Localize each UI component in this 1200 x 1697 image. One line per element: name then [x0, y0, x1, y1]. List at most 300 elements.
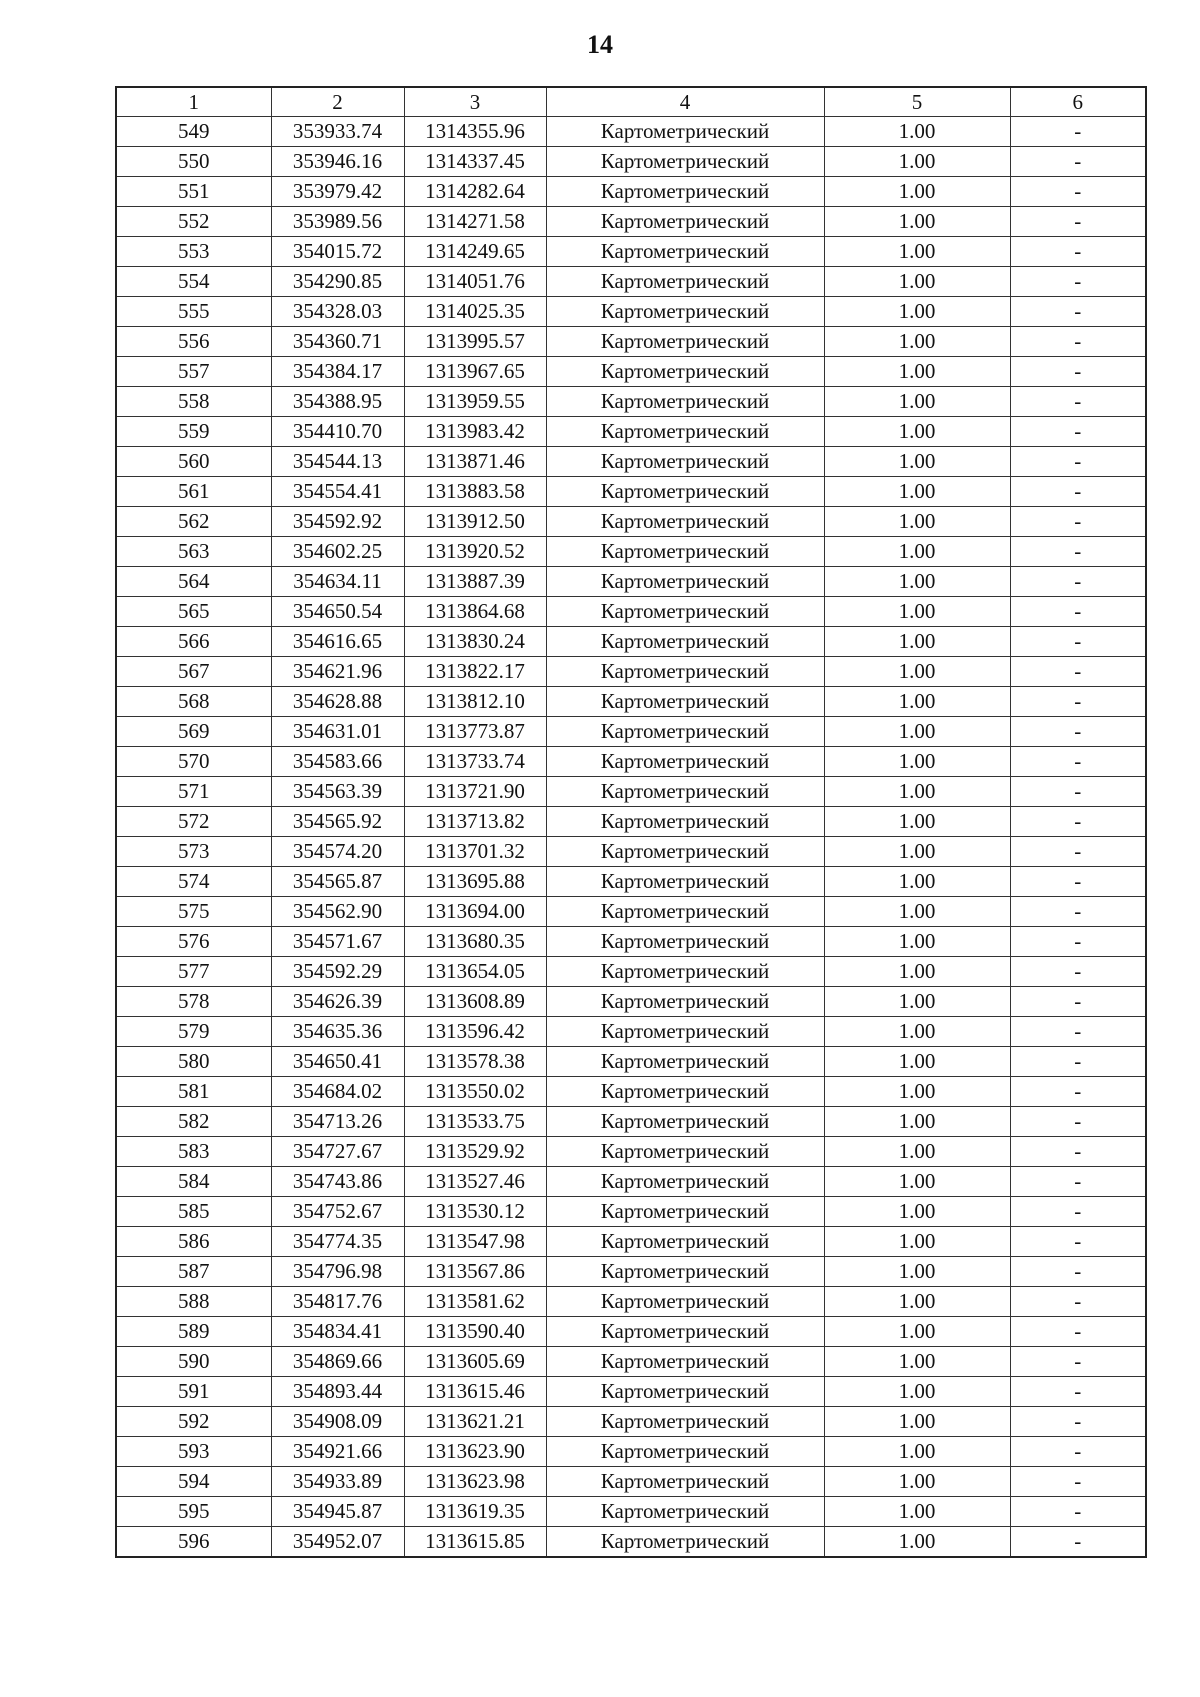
description-cell: - [1010, 897, 1146, 927]
method-cell: Картометрический [546, 387, 824, 417]
coordinates-table [115, 86, 1147, 1558]
method-cell: Картометрический [546, 147, 824, 177]
x-coordinate-cell: 354328.03 [271, 297, 404, 327]
y-coordinate-cell: 1313529.92 [404, 1137, 546, 1167]
description-cell: - [1010, 567, 1146, 597]
point-number-cell: 595 [116, 1497, 271, 1527]
description-cell: - [1010, 1197, 1146, 1227]
y-coordinate-cell: 1313967.65 [404, 357, 546, 387]
table-row [116, 657, 1146, 687]
method-cell: Картометрический [546, 1137, 824, 1167]
table-row [116, 117, 1146, 147]
table-row [116, 987, 1146, 1017]
method-cell: Картометрический [546, 1407, 824, 1437]
table-row [116, 1197, 1146, 1227]
method-cell: Картометрический [546, 1047, 824, 1077]
description-cell: - [1010, 1257, 1146, 1287]
point-number-cell: 559 [116, 417, 271, 447]
table-row [116, 177, 1146, 207]
description-cell: - [1010, 237, 1146, 267]
description-cell: - [1010, 1377, 1146, 1407]
method-cell: Картометрический [546, 177, 824, 207]
description-cell: - [1010, 627, 1146, 657]
point-number-cell: 566 [116, 627, 271, 657]
accuracy-cell: 1.00 [824, 1047, 1010, 1077]
table-row [116, 1257, 1146, 1287]
table-row [116, 447, 1146, 477]
method-cell: Картометрический [546, 267, 824, 297]
y-coordinate-cell: 1313530.12 [404, 1197, 546, 1227]
description-cell: - [1010, 327, 1146, 357]
x-coordinate-cell: 353989.56 [271, 207, 404, 237]
column-header: 2 [271, 87, 404, 117]
method-cell: Картометрический [546, 867, 824, 897]
x-coordinate-cell: 354908.09 [271, 1407, 404, 1437]
accuracy-cell: 1.00 [824, 1317, 1010, 1347]
description-cell: - [1010, 1017, 1146, 1047]
method-cell: Картометрический [546, 327, 824, 357]
x-coordinate-cell: 354634.11 [271, 567, 404, 597]
x-coordinate-cell: 354621.96 [271, 657, 404, 687]
x-coordinate-cell: 354650.54 [271, 597, 404, 627]
description-cell: - [1010, 1287, 1146, 1317]
point-number-cell: 589 [116, 1317, 271, 1347]
description-cell: - [1010, 657, 1146, 687]
description-cell: - [1010, 867, 1146, 897]
accuracy-cell: 1.00 [824, 1467, 1010, 1497]
accuracy-cell: 1.00 [824, 147, 1010, 177]
method-cell: Картометрический [546, 537, 824, 567]
y-coordinate-cell: 1314025.35 [404, 297, 546, 327]
table-row [116, 357, 1146, 387]
point-number-cell: 571 [116, 777, 271, 807]
y-coordinate-cell: 1313733.74 [404, 747, 546, 777]
table-body [116, 117, 1146, 1558]
table-row [116, 1377, 1146, 1407]
accuracy-cell: 1.00 [824, 267, 1010, 297]
description-cell: - [1010, 927, 1146, 957]
x-coordinate-cell: 354796.98 [271, 1257, 404, 1287]
point-number-cell: 550 [116, 147, 271, 177]
accuracy-cell: 1.00 [824, 1167, 1010, 1197]
point-number-cell: 568 [116, 687, 271, 717]
accuracy-cell: 1.00 [824, 1347, 1010, 1377]
description-cell: - [1010, 957, 1146, 987]
description-cell: - [1010, 597, 1146, 627]
method-cell: Картометрический [546, 987, 824, 1017]
method-cell: Картометрический [546, 417, 824, 447]
accuracy-cell: 1.00 [824, 717, 1010, 747]
accuracy-cell: 1.00 [824, 207, 1010, 237]
method-cell: Картометрический [546, 237, 824, 267]
y-coordinate-cell: 1313912.50 [404, 507, 546, 537]
x-coordinate-cell: 354713.26 [271, 1107, 404, 1137]
accuracy-cell: 1.00 [824, 657, 1010, 687]
table-row [116, 837, 1146, 867]
point-number-cell: 575 [116, 897, 271, 927]
description-cell: - [1010, 507, 1146, 537]
x-coordinate-cell: 354752.67 [271, 1197, 404, 1227]
accuracy-cell: 1.00 [824, 1077, 1010, 1107]
method-cell: Картометрический [546, 477, 824, 507]
accuracy-cell: 1.00 [824, 1107, 1010, 1137]
description-cell: - [1010, 117, 1146, 147]
description-cell: - [1010, 1527, 1146, 1558]
point-number-cell: 581 [116, 1077, 271, 1107]
x-coordinate-cell: 354554.41 [271, 477, 404, 507]
method-cell: Картометрический [546, 777, 824, 807]
x-coordinate-cell: 353979.42 [271, 177, 404, 207]
x-coordinate-cell: 354817.76 [271, 1287, 404, 1317]
y-coordinate-cell: 1313527.46 [404, 1167, 546, 1197]
x-coordinate-cell: 354893.44 [271, 1377, 404, 1407]
point-number-cell: 586 [116, 1227, 271, 1257]
y-coordinate-cell: 1313680.35 [404, 927, 546, 957]
accuracy-cell: 1.00 [824, 447, 1010, 477]
table-row [116, 1437, 1146, 1467]
y-coordinate-cell: 1313605.69 [404, 1347, 546, 1377]
point-number-cell: 565 [116, 597, 271, 627]
y-coordinate-cell: 1314282.64 [404, 177, 546, 207]
accuracy-cell: 1.00 [824, 1407, 1010, 1437]
y-coordinate-cell: 1313871.46 [404, 447, 546, 477]
description-cell: - [1010, 777, 1146, 807]
y-coordinate-cell: 1313596.42 [404, 1017, 546, 1047]
y-coordinate-cell: 1313533.75 [404, 1107, 546, 1137]
description-cell: - [1010, 717, 1146, 747]
y-coordinate-cell: 1314051.76 [404, 267, 546, 297]
column-header: 5 [824, 87, 1010, 117]
y-coordinate-cell: 1313695.88 [404, 867, 546, 897]
method-cell: Картометрический [546, 1017, 824, 1047]
x-coordinate-cell: 354592.92 [271, 507, 404, 537]
x-coordinate-cell: 354635.36 [271, 1017, 404, 1047]
accuracy-cell: 1.00 [824, 537, 1010, 567]
description-cell: - [1010, 807, 1146, 837]
x-coordinate-cell: 354592.29 [271, 957, 404, 987]
y-coordinate-cell: 1313883.58 [404, 477, 546, 507]
point-number-cell: 587 [116, 1257, 271, 1287]
description-cell: - [1010, 1347, 1146, 1377]
method-cell: Картометрический [546, 507, 824, 537]
accuracy-cell: 1.00 [824, 1017, 1010, 1047]
description-cell: - [1010, 1497, 1146, 1527]
x-coordinate-cell: 354869.66 [271, 1347, 404, 1377]
method-cell: Картометрический [546, 657, 824, 687]
y-coordinate-cell: 1313581.62 [404, 1287, 546, 1317]
x-coordinate-cell: 353946.16 [271, 147, 404, 177]
accuracy-cell: 1.00 [824, 867, 1010, 897]
table-row [116, 327, 1146, 357]
x-coordinate-cell: 354410.70 [271, 417, 404, 447]
y-coordinate-cell: 1313615.46 [404, 1377, 546, 1407]
table-row [116, 537, 1146, 567]
method-cell: Картометрический [546, 447, 824, 477]
table-row [116, 897, 1146, 927]
accuracy-cell: 1.00 [824, 327, 1010, 357]
description-cell: - [1010, 447, 1146, 477]
method-cell: Картометрический [546, 1077, 824, 1107]
y-coordinate-cell: 1313864.68 [404, 597, 546, 627]
accuracy-cell: 1.00 [824, 477, 1010, 507]
y-coordinate-cell: 1313623.90 [404, 1437, 546, 1467]
y-coordinate-cell: 1313619.35 [404, 1497, 546, 1527]
x-coordinate-cell: 354562.90 [271, 897, 404, 927]
table-row [116, 237, 1146, 267]
y-coordinate-cell: 1314271.58 [404, 207, 546, 237]
point-number-cell: 594 [116, 1467, 271, 1497]
point-number-cell: 561 [116, 477, 271, 507]
table-row [116, 1167, 1146, 1197]
method-cell: Картометрический [546, 1527, 824, 1558]
accuracy-cell: 1.00 [824, 747, 1010, 777]
description-cell: - [1010, 747, 1146, 777]
column-header: 3 [404, 87, 546, 117]
x-coordinate-cell: 354952.07 [271, 1527, 404, 1558]
method-cell: Картометрический [546, 357, 824, 387]
point-number-cell: 560 [116, 447, 271, 477]
accuracy-cell: 1.00 [824, 117, 1010, 147]
description-cell: - [1010, 1137, 1146, 1167]
x-coordinate-cell: 354563.39 [271, 777, 404, 807]
method-cell: Картометрический [546, 297, 824, 327]
method-cell: Картометрический [546, 627, 824, 657]
table-row [116, 1017, 1146, 1047]
accuracy-cell: 1.00 [824, 897, 1010, 927]
description-cell: - [1010, 837, 1146, 867]
method-cell: Картометрический [546, 1197, 824, 1227]
x-coordinate-cell: 354360.71 [271, 327, 404, 357]
x-coordinate-cell: 353933.74 [271, 117, 404, 147]
y-coordinate-cell: 1313623.98 [404, 1467, 546, 1497]
point-number-cell: 549 [116, 117, 271, 147]
method-cell: Картометрический [546, 807, 824, 837]
x-coordinate-cell: 354544.13 [271, 447, 404, 477]
y-coordinate-cell: 1313701.32 [404, 837, 546, 867]
table-row [116, 1107, 1146, 1137]
y-coordinate-cell: 1313773.87 [404, 717, 546, 747]
method-cell: Картометрический [546, 1497, 824, 1527]
table-row [116, 867, 1146, 897]
method-cell: Картометрический [546, 1317, 824, 1347]
accuracy-cell: 1.00 [824, 237, 1010, 267]
table-row [116, 297, 1146, 327]
x-coordinate-cell: 354290.85 [271, 267, 404, 297]
accuracy-cell: 1.00 [824, 387, 1010, 417]
x-coordinate-cell: 354571.67 [271, 927, 404, 957]
method-cell: Картометрический [546, 117, 824, 147]
x-coordinate-cell: 354774.35 [271, 1227, 404, 1257]
description-cell: - [1010, 687, 1146, 717]
description-cell: - [1010, 1407, 1146, 1437]
point-number-cell: 570 [116, 747, 271, 777]
table-row [116, 1317, 1146, 1347]
x-coordinate-cell: 354388.95 [271, 387, 404, 417]
point-number-cell: 572 [116, 807, 271, 837]
point-number-cell: 553 [116, 237, 271, 267]
table-row [116, 1137, 1146, 1167]
point-number-cell: 555 [116, 297, 271, 327]
description-cell: - [1010, 1437, 1146, 1467]
x-coordinate-cell: 354565.92 [271, 807, 404, 837]
accuracy-cell: 1.00 [824, 777, 1010, 807]
method-cell: Картометрический [546, 687, 824, 717]
x-coordinate-cell: 354727.67 [271, 1137, 404, 1167]
point-number-cell: 584 [116, 1167, 271, 1197]
table-row [116, 207, 1146, 237]
description-cell: - [1010, 1107, 1146, 1137]
x-coordinate-cell: 354616.65 [271, 627, 404, 657]
accuracy-cell: 1.00 [824, 1377, 1010, 1407]
x-coordinate-cell: 354945.87 [271, 1497, 404, 1527]
table-row [116, 1527, 1146, 1558]
table-row [116, 717, 1146, 747]
table-row [116, 597, 1146, 627]
y-coordinate-cell: 1313608.89 [404, 987, 546, 1017]
point-number-cell: 556 [116, 327, 271, 357]
method-cell: Картометрический [546, 1287, 824, 1317]
point-number-cell: 592 [116, 1407, 271, 1437]
point-number-cell: 558 [116, 387, 271, 417]
method-cell: Картометрический [546, 897, 824, 927]
y-coordinate-cell: 1314337.45 [404, 147, 546, 177]
description-cell: - [1010, 147, 1146, 177]
point-number-cell: 562 [116, 507, 271, 537]
method-cell: Картометрический [546, 747, 824, 777]
y-coordinate-cell: 1313615.85 [404, 1527, 546, 1558]
x-coordinate-cell: 354631.01 [271, 717, 404, 747]
accuracy-cell: 1.00 [824, 957, 1010, 987]
accuracy-cell: 1.00 [824, 1257, 1010, 1287]
y-coordinate-cell: 1313621.21 [404, 1407, 546, 1437]
table-row [116, 687, 1146, 717]
table-row [116, 1077, 1146, 1107]
x-coordinate-cell: 354384.17 [271, 357, 404, 387]
point-number-cell: 583 [116, 1137, 271, 1167]
accuracy-cell: 1.00 [824, 837, 1010, 867]
y-coordinate-cell: 1313550.02 [404, 1077, 546, 1107]
method-cell: Картометрический [546, 1437, 824, 1467]
column-header: 6 [1010, 87, 1146, 117]
table-row [116, 1467, 1146, 1497]
table-row [116, 927, 1146, 957]
accuracy-cell: 1.00 [824, 627, 1010, 657]
description-cell: - [1010, 1167, 1146, 1197]
y-coordinate-cell: 1313983.42 [404, 417, 546, 447]
point-number-cell: 552 [116, 207, 271, 237]
accuracy-cell: 1.00 [824, 357, 1010, 387]
point-number-cell: 554 [116, 267, 271, 297]
point-number-cell: 585 [116, 1197, 271, 1227]
accuracy-cell: 1.00 [824, 687, 1010, 717]
y-coordinate-cell: 1313995.57 [404, 327, 546, 357]
table-row [116, 267, 1146, 297]
y-coordinate-cell: 1313567.86 [404, 1257, 546, 1287]
point-number-cell: 593 [116, 1437, 271, 1467]
y-coordinate-cell: 1313590.40 [404, 1317, 546, 1347]
table-row [116, 1497, 1146, 1527]
table-row [116, 387, 1146, 417]
x-coordinate-cell: 354583.66 [271, 747, 404, 777]
description-cell: - [1010, 1077, 1146, 1107]
accuracy-cell: 1.00 [824, 417, 1010, 447]
accuracy-cell: 1.00 [824, 1287, 1010, 1317]
y-coordinate-cell: 1313713.82 [404, 807, 546, 837]
y-coordinate-cell: 1314355.96 [404, 117, 546, 147]
method-cell: Картометрический [546, 597, 824, 627]
point-number-cell: 590 [116, 1347, 271, 1377]
accuracy-cell: 1.00 [824, 927, 1010, 957]
method-cell: Картометрический [546, 567, 824, 597]
point-number-cell: 579 [116, 1017, 271, 1047]
description-cell: - [1010, 417, 1146, 447]
point-number-cell: 564 [116, 567, 271, 597]
description-cell: - [1010, 477, 1146, 507]
method-cell: Картометрический [546, 837, 824, 867]
x-coordinate-cell: 354565.87 [271, 867, 404, 897]
point-number-cell: 576 [116, 927, 271, 957]
table-row [116, 567, 1146, 597]
accuracy-cell: 1.00 [824, 1497, 1010, 1527]
x-coordinate-cell: 354602.25 [271, 537, 404, 567]
accuracy-cell: 1.00 [824, 1137, 1010, 1167]
method-cell: Картометрический [546, 1347, 824, 1377]
x-coordinate-cell: 354933.89 [271, 1467, 404, 1497]
accuracy-cell: 1.00 [824, 1527, 1010, 1558]
table-row [116, 957, 1146, 987]
point-number-cell: 591 [116, 1377, 271, 1407]
method-cell: Картометрический [546, 1467, 824, 1497]
accuracy-cell: 1.00 [824, 1227, 1010, 1257]
table-row [116, 747, 1146, 777]
point-number-cell: 567 [116, 657, 271, 687]
description-cell: - [1010, 1227, 1146, 1257]
table-row [116, 1047, 1146, 1077]
accuracy-cell: 1.00 [824, 507, 1010, 537]
description-cell: - [1010, 177, 1146, 207]
y-coordinate-cell: 1313721.90 [404, 777, 546, 807]
table-row [116, 477, 1146, 507]
accuracy-cell: 1.00 [824, 1437, 1010, 1467]
description-cell: - [1010, 1047, 1146, 1077]
x-coordinate-cell: 354834.41 [271, 1317, 404, 1347]
x-coordinate-cell: 354684.02 [271, 1077, 404, 1107]
column-header: 4 [546, 87, 824, 117]
method-cell: Картометрический [546, 1257, 824, 1287]
y-coordinate-cell: 1313830.24 [404, 627, 546, 657]
x-coordinate-cell: 354626.39 [271, 987, 404, 1017]
point-number-cell: 563 [116, 537, 271, 567]
y-coordinate-cell: 1313920.52 [404, 537, 546, 567]
accuracy-cell: 1.00 [824, 567, 1010, 597]
y-coordinate-cell: 1313694.00 [404, 897, 546, 927]
x-coordinate-cell: 354921.66 [271, 1437, 404, 1467]
point-number-cell: 577 [116, 957, 271, 987]
table-row [116, 1407, 1146, 1437]
table-row [116, 807, 1146, 837]
accuracy-cell: 1.00 [824, 1197, 1010, 1227]
description-cell: - [1010, 357, 1146, 387]
point-number-cell: 573 [116, 837, 271, 867]
point-number-cell: 596 [116, 1527, 271, 1558]
y-coordinate-cell: 1313654.05 [404, 957, 546, 987]
point-number-cell: 578 [116, 987, 271, 1017]
accuracy-cell: 1.00 [824, 297, 1010, 327]
x-coordinate-cell: 354015.72 [271, 237, 404, 267]
page-number: 14 [587, 30, 613, 59]
y-coordinate-cell: 1313959.55 [404, 387, 546, 417]
table-row [116, 1227, 1146, 1257]
